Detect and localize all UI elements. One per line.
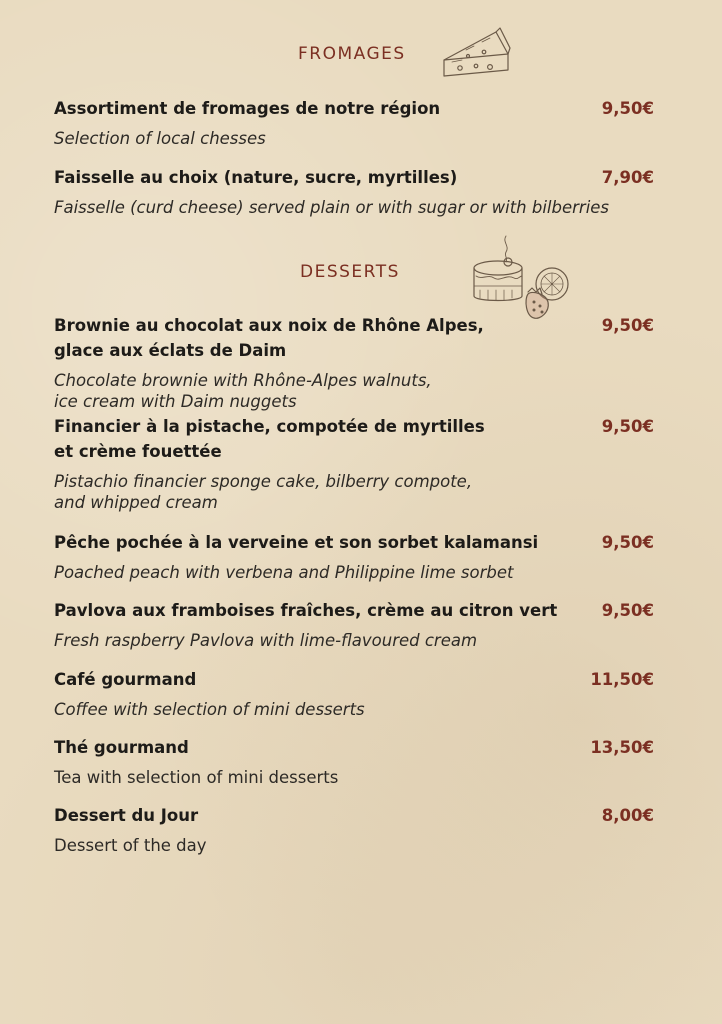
menu-item [54, 414, 654, 513]
item-name-line: et crème fouettée [54, 442, 222, 461]
item-name: Thé gourmand [54, 738, 189, 757]
menu-item [54, 598, 654, 651]
item-name: Assortiment de fromages de notre région [54, 99, 441, 118]
item-description: Faisselle (curd cheese) served plain or with sugar or with bilberries [54, 198, 610, 217]
item-description [54, 370, 654, 412]
item-description: Fresh raspberry Pavlova with lime-flavoured cream [54, 631, 478, 650]
menu-item [54, 803, 654, 856]
item-price: 11,50€ [590, 670, 654, 689]
menu-item [54, 165, 654, 218]
menu-item [54, 667, 654, 720]
section-title-desserts: DESSERTS [300, 262, 400, 282]
item-price: 9,50€ [601, 99, 654, 118]
item-description: Coffee with selection of mini desserts [54, 700, 365, 719]
item-name [54, 414, 584, 464]
item-name: Pavlova aux framboises fraîches, crème au citron vert [54, 601, 558, 620]
item-name-line: glace aux éclats de Daim [54, 341, 287, 360]
item-price: 7,90€ [601, 168, 654, 187]
item-name-line: Brownie au chocolat aux noix de Rhône Alpes, [54, 316, 484, 335]
item-description-line: ice cream with Daim nuggets [54, 392, 297, 411]
item-name-line: Financier à la pistache, compotée de myrtilles [54, 417, 485, 436]
item-price: 9,50€ [601, 417, 654, 436]
item-price: 9,50€ [601, 601, 654, 620]
item-description-line: Pistachio financier sponge cake, bilberry compote, [54, 472, 473, 491]
section-title-fromages: FROMAGES [298, 44, 406, 64]
menu-item [54, 313, 654, 412]
menu-item [54, 96, 654, 149]
item-description [54, 471, 654, 513]
item-price: 8,00€ [601, 806, 654, 825]
cheese-slice-icon [438, 24, 514, 80]
item-name: Café gourmand [54, 670, 197, 689]
item-price: 9,50€ [601, 316, 654, 335]
item-name: Pêche pochée à la verveine et son sorbet kalamansi [54, 533, 539, 552]
item-description: Selection of local chesses [54, 129, 266, 148]
item-description-line: Chocolate brownie with Rhône-Alpes walnuts, [54, 371, 432, 390]
cake-strawberry-icon [462, 232, 580, 322]
item-description: Tea with selection of mini desserts [54, 768, 339, 787]
item-description-line: and whipped cream [54, 493, 218, 512]
item-price: 9,50€ [601, 533, 654, 552]
item-description: Poached peach with verbena and Philippine lime sorbet [54, 563, 514, 582]
item-name: Faisselle au choix (nature, sucre, myrtilles) [54, 168, 458, 187]
item-price: 13,50€ [590, 738, 654, 757]
item-name [54, 313, 584, 363]
menu-item [54, 530, 654, 583]
item-description: Dessert of the day [54, 836, 207, 855]
menu-item [54, 735, 654, 788]
item-name: Dessert du Jour [54, 806, 199, 825]
